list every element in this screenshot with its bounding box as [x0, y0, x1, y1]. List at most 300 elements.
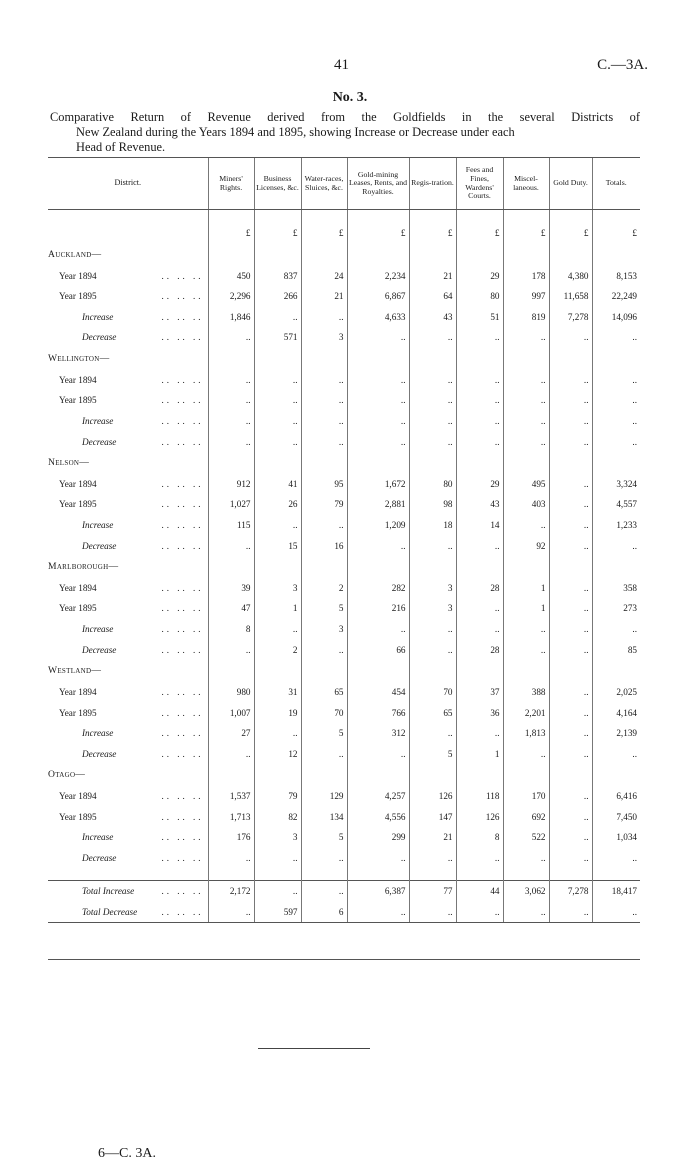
empty-cell — [301, 764, 347, 786]
empty-cell — [301, 210, 347, 223]
leader-dots: .. .. .. — [161, 906, 204, 917]
value-cell: 43 — [409, 307, 456, 328]
value-cell: 44 — [456, 881, 503, 902]
value-cell: 312 — [347, 723, 409, 744]
value-cell: 6,416 — [592, 786, 640, 807]
value-cell: 176 — [208, 827, 254, 848]
leader-dots: .. .. .. — [161, 603, 204, 614]
table-row — [48, 598, 640, 619]
value-cell: .. — [456, 390, 503, 411]
region-name-cell — [48, 452, 208, 474]
spacer-row — [48, 868, 640, 881]
row-label-cell — [48, 881, 208, 902]
value-cell: .. — [549, 639, 592, 660]
empty-cell — [208, 764, 254, 786]
value-cell: .. — [409, 847, 456, 868]
value-cell: 129 — [301, 786, 347, 807]
value-cell: .. — [456, 535, 503, 556]
value-cell: .. — [254, 307, 301, 328]
value-cell: .. — [208, 390, 254, 411]
table-row — [48, 431, 640, 452]
table-row — [48, 806, 640, 827]
row-label-cell — [48, 474, 208, 495]
leader-dots: .. .. .. — [161, 415, 204, 426]
region-name-cell — [48, 764, 208, 786]
value-cell: .. — [347, 743, 409, 764]
row-label: Increase — [82, 519, 114, 530]
value-cell: .. — [409, 390, 456, 411]
value-cell: .. — [409, 327, 456, 348]
value-cell: .. — [456, 847, 503, 868]
row-label: Decrease — [82, 748, 117, 759]
value-cell: 79 — [301, 494, 347, 515]
value-cell: 454 — [347, 682, 409, 703]
empty-cell — [456, 244, 503, 266]
empty-cell — [456, 348, 503, 370]
value-cell: 819 — [503, 307, 549, 328]
value-cell: .. — [409, 902, 456, 923]
value-cell: .. — [409, 369, 456, 390]
value-cell: .. — [208, 369, 254, 390]
value-cell: .. — [347, 431, 409, 452]
value-cell: .. — [301, 307, 347, 328]
value-cell: .. — [208, 847, 254, 868]
value-cell: 2,172 — [208, 881, 254, 902]
value-cell: .. — [549, 411, 592, 432]
value-cell: 21 — [409, 827, 456, 848]
row-label: Increase — [82, 624, 114, 635]
footer-rule — [258, 1048, 370, 1049]
leader-dots: .. .. .. — [161, 832, 204, 843]
value-cell: 3 — [254, 578, 301, 599]
table-row — [48, 827, 640, 848]
empty-cell — [208, 210, 254, 223]
revenue-table — [48, 157, 640, 923]
value-cell: 1,027 — [208, 494, 254, 515]
value-cell: 2,881 — [347, 494, 409, 515]
empty-cell — [503, 868, 549, 881]
row-label-cell — [48, 494, 208, 515]
value-cell: 997 — [503, 286, 549, 307]
row-label-cell — [48, 411, 208, 432]
leader-dots: .. .. .. — [161, 311, 204, 322]
leader-dots: .. .. .. — [161, 582, 204, 593]
empty-cell — [48, 868, 208, 881]
value-cell: 5 — [301, 827, 347, 848]
empty-cell — [347, 244, 409, 266]
empty-cell — [549, 764, 592, 786]
value-cell: 6,387 — [347, 881, 409, 902]
value-cell: .. — [254, 390, 301, 411]
value-cell: 4,557 — [592, 494, 640, 515]
header-gold-mining-leases: Gold-mining Leases, Rents, and Royalties. — [347, 158, 409, 210]
leader-dots: .. .. .. — [161, 886, 204, 897]
value-cell: 2,296 — [208, 286, 254, 307]
empty-cell — [347, 348, 409, 370]
empty-cell — [409, 868, 456, 881]
row-label-cell — [48, 702, 208, 723]
value-cell: 98 — [409, 494, 456, 515]
value-cell: 28 — [456, 578, 503, 599]
region-name-cell — [48, 348, 208, 370]
value-cell: 766 — [347, 702, 409, 723]
row-label-cell — [48, 902, 208, 923]
value-cell: 1 — [503, 578, 549, 599]
value-cell: 95 — [301, 474, 347, 495]
leader-dots: .. .. .. — [161, 499, 204, 510]
region-name: Marlborough— — [48, 561, 119, 573]
description-line-1: Comparative Return of Revenue derived from the Goldfields in the several Districts of — [50, 110, 640, 124]
empty-cell — [301, 868, 347, 881]
empty-cell — [503, 348, 549, 370]
value-cell: .. — [347, 390, 409, 411]
header-business-licenses: Business Licenses, &c. — [254, 158, 301, 210]
empty-cell — [254, 210, 301, 223]
value-cell: 7,450 — [592, 806, 640, 827]
table-row — [48, 743, 640, 764]
empty-cell — [208, 556, 254, 578]
value-cell: .. — [549, 806, 592, 827]
value-cell: .. — [503, 327, 549, 348]
header-district: District. — [48, 158, 208, 210]
leader-dots: .. .. .. — [161, 748, 204, 759]
empty-cell — [301, 452, 347, 474]
value-cell: 11,658 — [549, 286, 592, 307]
currency-symbol: £ — [208, 222, 254, 244]
value-cell: .. — [549, 619, 592, 640]
value-cell: 1 — [503, 598, 549, 619]
region-name-cell — [48, 244, 208, 266]
value-cell: 66 — [347, 639, 409, 660]
value-cell: .. — [456, 411, 503, 432]
currency-row — [48, 222, 640, 244]
table-row — [48, 494, 640, 515]
value-cell: .. — [409, 535, 456, 556]
table-row — [48, 723, 640, 744]
value-cell: .. — [549, 723, 592, 744]
empty-cell — [503, 660, 549, 682]
value-cell: 7,278 — [549, 307, 592, 328]
value-cell: .. — [456, 369, 503, 390]
table-row — [48, 474, 640, 495]
empty-cell — [592, 348, 640, 370]
row-label: Decrease — [82, 644, 117, 655]
value-cell: 41 — [254, 474, 301, 495]
value-cell: .. — [456, 327, 503, 348]
value-cell: 3,062 — [503, 881, 549, 902]
region-name: Wellington— — [48, 353, 110, 365]
empty-cell — [549, 660, 592, 682]
row-label-cell — [48, 806, 208, 827]
spacer-row — [48, 210, 640, 223]
row-label: Year 1894 — [59, 790, 97, 801]
empty-cell — [254, 244, 301, 266]
value-cell: 70 — [409, 682, 456, 703]
region-name: Westland— — [48, 665, 102, 677]
empty-cell — [208, 868, 254, 881]
row-label-cell — [48, 682, 208, 703]
empty-cell — [549, 244, 592, 266]
value-cell: 1 — [254, 598, 301, 619]
value-cell: 18,417 — [592, 881, 640, 902]
empty-cell — [503, 556, 549, 578]
empty-cell — [503, 764, 549, 786]
empty-cell — [409, 556, 456, 578]
empty-cell — [409, 210, 456, 223]
value-cell: 79 — [254, 786, 301, 807]
value-cell: 15 — [254, 535, 301, 556]
value-cell: .. — [301, 639, 347, 660]
table-row — [48, 639, 640, 660]
value-cell: 495 — [503, 474, 549, 495]
value-cell: 134 — [301, 806, 347, 827]
value-cell: 6,867 — [347, 286, 409, 307]
value-cell: 2,234 — [347, 265, 409, 286]
value-cell: .. — [503, 902, 549, 923]
value-cell: .. — [592, 902, 640, 923]
header-water-races: Water-races, Sluices, &c. — [301, 158, 347, 210]
value-cell: 92 — [503, 535, 549, 556]
value-cell: 2,025 — [592, 682, 640, 703]
value-cell: 4,380 — [549, 265, 592, 286]
value-cell: 2,139 — [592, 723, 640, 744]
value-cell: 522 — [503, 827, 549, 848]
value-cell: .. — [409, 411, 456, 432]
table-row — [48, 327, 640, 348]
value-cell: .. — [549, 743, 592, 764]
row-label: Year 1895 — [59, 707, 97, 718]
table-row — [48, 619, 640, 640]
table-bottom-rule — [48, 959, 640, 960]
value-cell: .. — [592, 847, 640, 868]
value-cell: 16 — [301, 535, 347, 556]
header-miners-rights: Miners' Rights. — [208, 158, 254, 210]
row-label: Total Increase — [82, 886, 135, 897]
row-label-cell — [48, 578, 208, 599]
leader-dots: .. .. .. — [161, 686, 204, 697]
empty-cell — [347, 210, 409, 223]
table-row — [48, 786, 640, 807]
value-cell: 1,672 — [347, 474, 409, 495]
value-cell: .. — [549, 390, 592, 411]
value-cell: 37 — [456, 682, 503, 703]
value-cell: .. — [549, 535, 592, 556]
value-cell: 216 — [347, 598, 409, 619]
empty-cell — [503, 210, 549, 223]
value-cell: .. — [503, 515, 549, 536]
leader-dots: .. .. .. — [161, 540, 204, 551]
value-cell: 14,096 — [592, 307, 640, 328]
value-cell: 3 — [301, 327, 347, 348]
empty-cell — [456, 868, 503, 881]
value-cell: 115 — [208, 515, 254, 536]
value-cell: 980 — [208, 682, 254, 703]
row-label-cell — [48, 265, 208, 286]
value-cell: .. — [456, 431, 503, 452]
value-cell: .. — [503, 847, 549, 868]
description-line-3: Head of Revenue. — [76, 140, 166, 154]
value-cell: 571 — [254, 327, 301, 348]
value-cell: 21 — [301, 286, 347, 307]
row-label-cell — [48, 307, 208, 328]
table-body — [48, 210, 640, 923]
value-cell: .. — [456, 619, 503, 640]
value-cell: .. — [409, 619, 456, 640]
value-cell: 1 — [456, 743, 503, 764]
table-row — [48, 515, 640, 536]
table-row — [48, 847, 640, 868]
table-title: No. 3. — [332, 90, 368, 105]
header-gold-duty: Gold Duty. — [549, 158, 592, 210]
value-cell: 282 — [347, 578, 409, 599]
value-cell: 4,257 — [347, 786, 409, 807]
row-label-cell — [48, 286, 208, 307]
value-cell: 2 — [254, 639, 301, 660]
value-cell: .. — [592, 390, 640, 411]
empty-cell — [254, 348, 301, 370]
currency-symbol: £ — [301, 222, 347, 244]
page-number: 41 — [334, 57, 349, 73]
value-cell: .. — [254, 847, 301, 868]
value-cell: 5 — [301, 723, 347, 744]
empty-cell — [48, 210, 208, 223]
reference-code: C.—3A. — [597, 57, 648, 73]
value-cell: 1,034 — [592, 827, 640, 848]
row-label: Year 1894 — [59, 582, 97, 593]
value-cell: .. — [549, 786, 592, 807]
value-cell: 597 — [254, 902, 301, 923]
value-cell: 29 — [456, 474, 503, 495]
empty-cell — [254, 660, 301, 682]
row-label-cell — [48, 827, 208, 848]
value-cell: .. — [503, 619, 549, 640]
leader-dots: .. .. .. — [161, 790, 204, 801]
value-cell: 1,713 — [208, 806, 254, 827]
value-cell: 273 — [592, 598, 640, 619]
value-cell: 39 — [208, 578, 254, 599]
value-cell: .. — [549, 515, 592, 536]
value-cell: .. — [456, 902, 503, 923]
row-label: Increase — [82, 311, 114, 322]
value-cell: .. — [208, 743, 254, 764]
value-cell: 1,846 — [208, 307, 254, 328]
leader-dots: .. .. .. — [161, 332, 204, 343]
value-cell: 65 — [409, 702, 456, 723]
value-cell: 8 — [208, 619, 254, 640]
value-cell: 24 — [301, 265, 347, 286]
value-cell: .. — [254, 411, 301, 432]
row-label: Year 1895 — [59, 499, 97, 510]
region-header-row — [48, 660, 640, 682]
table-row — [48, 702, 640, 723]
column-header-row — [48, 158, 640, 210]
value-cell: 126 — [456, 806, 503, 827]
row-label-cell — [48, 390, 208, 411]
empty-cell — [409, 244, 456, 266]
row-label: Decrease — [82, 852, 117, 863]
value-cell: 912 — [208, 474, 254, 495]
value-cell: 3 — [409, 578, 456, 599]
value-cell: .. — [208, 535, 254, 556]
value-cell: 1,233 — [592, 515, 640, 536]
value-cell: 6 — [301, 902, 347, 923]
empty-cell — [549, 556, 592, 578]
value-cell: 21 — [409, 265, 456, 286]
value-cell: 12 — [254, 743, 301, 764]
empty-cell — [456, 764, 503, 786]
value-cell: .. — [347, 847, 409, 868]
value-cell: 403 — [503, 494, 549, 515]
value-cell: .. — [549, 827, 592, 848]
value-cell: 126 — [409, 786, 456, 807]
value-cell: 70 — [301, 702, 347, 723]
description-line-2: New Zealand during the Years 1894 and 1895, showing Increase or Decrease under each — [76, 125, 515, 139]
value-cell: .. — [301, 431, 347, 452]
header-totals: Totals. — [592, 158, 640, 210]
value-cell: .. — [254, 369, 301, 390]
value-cell: .. — [301, 881, 347, 902]
row-label-cell — [48, 743, 208, 764]
value-cell: .. — [254, 619, 301, 640]
value-cell: .. — [549, 327, 592, 348]
value-cell: 14 — [456, 515, 503, 536]
value-cell: 26 — [254, 494, 301, 515]
value-cell: .. — [208, 639, 254, 660]
empty-cell — [592, 660, 640, 682]
empty-cell — [254, 764, 301, 786]
value-cell: 85 — [592, 639, 640, 660]
value-cell: .. — [592, 431, 640, 452]
value-cell: 450 — [208, 265, 254, 286]
empty-cell — [592, 556, 640, 578]
value-cell: .. — [301, 743, 347, 764]
empty-cell — [592, 210, 640, 223]
leader-dots: .. .. .. — [161, 644, 204, 655]
empty-cell — [549, 210, 592, 223]
leader-dots: .. .. .. — [161, 728, 204, 739]
value-cell: 80 — [409, 474, 456, 495]
value-cell: .. — [592, 619, 640, 640]
value-cell: 22,249 — [592, 286, 640, 307]
value-cell: 1,209 — [347, 515, 409, 536]
value-cell: 7,278 — [549, 881, 592, 902]
empty-cell — [456, 660, 503, 682]
header-miscellaneous: Miscel-laneous. — [503, 158, 549, 210]
row-label: Decrease — [82, 332, 117, 343]
table-row — [48, 578, 640, 599]
value-cell: 31 — [254, 682, 301, 703]
empty-cell — [208, 452, 254, 474]
value-cell: 3 — [301, 619, 347, 640]
table-row — [48, 307, 640, 328]
row-label-cell — [48, 431, 208, 452]
row-label-cell — [48, 723, 208, 744]
row-label: Year 1895 — [59, 603, 97, 614]
row-label: Year 1895 — [59, 291, 97, 302]
currency-symbol: £ — [503, 222, 549, 244]
row-label: Year 1895 — [59, 811, 97, 822]
value-cell: 5 — [301, 598, 347, 619]
leader-dots: .. .. .. — [161, 374, 204, 385]
region-header-row — [48, 244, 640, 266]
row-label-cell — [48, 369, 208, 390]
value-cell: 1,537 — [208, 786, 254, 807]
empty-cell — [456, 210, 503, 223]
value-cell: .. — [409, 723, 456, 744]
value-cell: .. — [549, 578, 592, 599]
total-row — [48, 902, 640, 923]
leader-dots: .. .. .. — [161, 852, 204, 863]
